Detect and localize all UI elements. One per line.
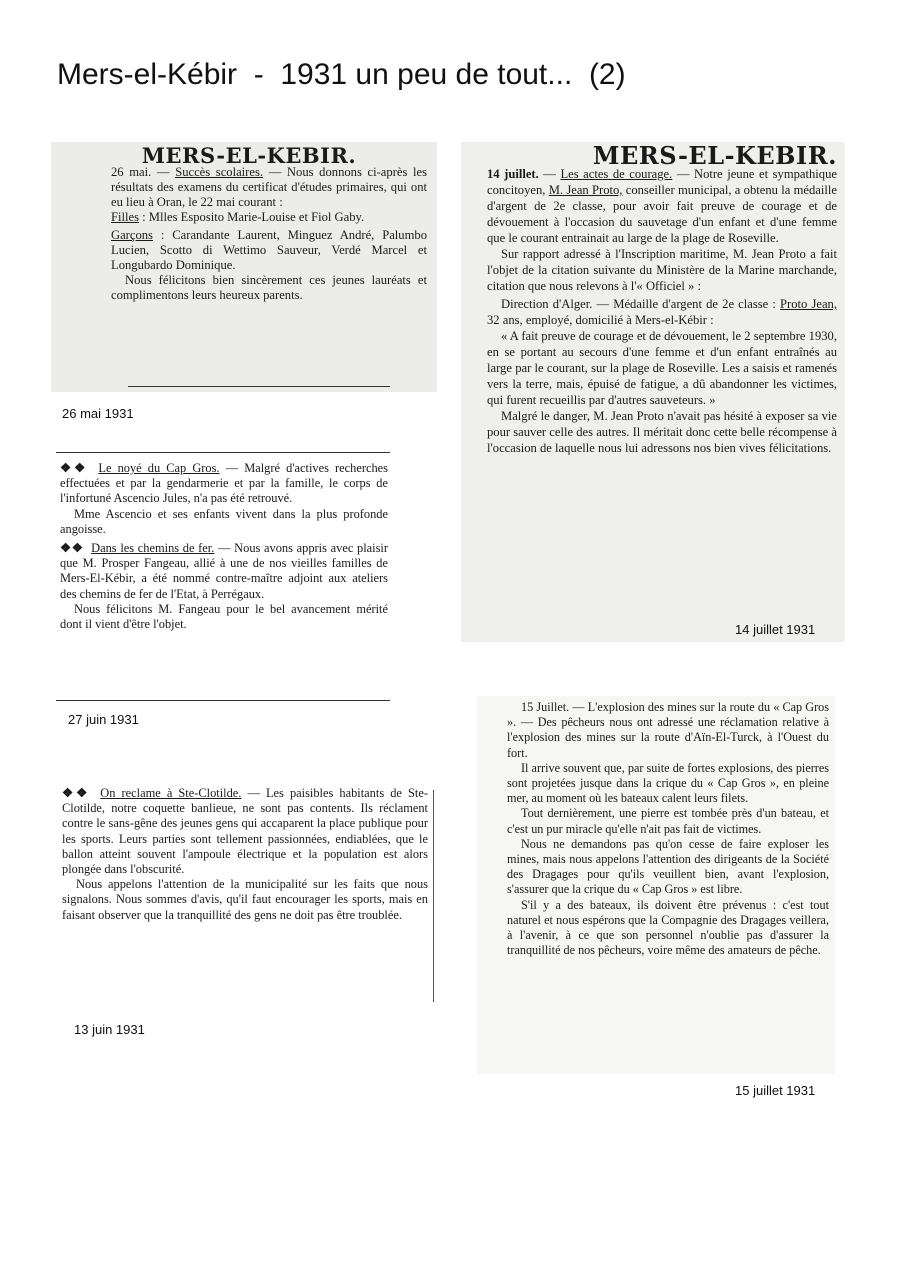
paragraph <box>60 602 388 632</box>
article-heading: Le noyé du Cap Gros. <box>98 461 220 475</box>
article-heading: Dans les chemins de fer. <box>91 541 215 556</box>
paragraph <box>507 837 829 898</box>
article-text: : Carandante Laurent, Minguez André, Palumbo Lucien, Scotto di Wettimo Sauveur, Verdé Marcel et Longubardo Dominique. <box>111 228 427 272</box>
ornament-icon: ❖❖ <box>62 786 91 800</box>
paragraph <box>62 786 428 877</box>
article-text: — Les paisibles habitants de Ste-Clotilde, notre coquette banlieue, ne sont pas contents. Ils réclament contre le sans-gêne des jeunes gens qui accaparent la place publique pour les sports. Leurs parties sont tellement passionnées, endiablées, que le ballon atteint souvent l'ampoule électrique et la population est alors plongée dans l'obscurité. <box>62 786 428 877</box>
paragraph <box>507 806 829 836</box>
clip-caption: 13 juin 1931 <box>74 1022 145 1037</box>
article-text: — Malgré d'actives recherches effectuées et par la gendarmerie et par la famille, le corps de l'infortuné Ascencio Jules, n'a pas été retrouvé. <box>60 461 388 506</box>
newspaper-clipping-may-26 <box>51 142 437 392</box>
paragraph <box>60 461 388 507</box>
masthead: MERS-EL-KEBIR. <box>141 143 357 168</box>
newspaper-clipping-june-27 <box>56 455 392 695</box>
paragraph <box>487 296 837 328</box>
paragraph <box>62 877 428 923</box>
article-text: : Mlles Esposito Marie-Louise et Fiol Gaby. <box>142 210 365 224</box>
article-heading: On reclame à Ste-Clotilde. <box>100 786 242 800</box>
article-text: Nous appelons l'attention de la municipalité sur les faits que nous signalons. Nous sommes d'avis, qu'il faut encourager les sports, mais en faisant observer que la tranquillité des gens ne doit pas être troublée. <box>62 877 428 922</box>
article-text: — Nous avons appris avec plaisir que M. Prosper Fangeau, allié à une de nos vieilles familles de Mers-El-Kébir, a été nommé contre-maître adjoint aux ateliers des chemins de fer de l'Etat, à Perrégaux. <box>60 541 388 601</box>
ornament-icon: ❖❖ <box>60 541 84 556</box>
article-text: 15 Juillet. — L'explosion des mines sur la route du « Cap Gros ». — Des pêcheurs nous ont adressé une réclamation relative à l'explosion des mines sur la route d'Aïn-El-Turck, à l'Ouest du fort. <box>507 700 829 760</box>
article-text: « A fait preuve de courage et de dévouement, le 2 septembre 1930, en se portant au secours d'une femme et d'un enfant entraînés au large par le courant, sur la plage de Roseville. Les a saisis et ramenés vers la terre, mais, épuisé de fatigue, a dû abandonner les victimes, qui furent recueillis par d'autres sauveteurs. » <box>487 329 837 407</box>
clip-caption: 14 juillet 1931 <box>735 622 816 637</box>
paragraph <box>60 507 388 537</box>
article-heading: Succès scolaires. <box>175 165 264 179</box>
article-text: conseiller municipal, a obtenu la médaille d'argent de 2e classe, pour avoir fait preuve de courage et de dévouement à l'occasion du sauvetage d'un enfant et d'une femme que le courant entrainait au large de la plage de Roseville. <box>487 183 837 245</box>
article-text: — Nous donnons ci-après les résultats des examens du certificat d'études primaires, qui ont eu lieu à Oran, le 22 mai courant : <box>111 165 428 209</box>
article-heading: Filles <box>111 210 139 224</box>
newspaper-clipping-june-13 <box>58 782 434 1012</box>
paragraph <box>111 210 427 225</box>
person-name: M. Jean Proto, <box>548 183 623 197</box>
paragraph <box>111 273 427 303</box>
article-text: Tout dernièrement, une pierre est tombée près d'un bateau, et c'est un pur miracle qu'elle n'ait pas fait de victimes. <box>507 806 829 836</box>
article-text: Sur rapport adressé à l'Inscription maritime, M. Jean Proto a fait l'objet de la citation suivante du Ministère de la Marine marchande, citation que nous relevons à l'« Officiel » : <box>487 247 837 293</box>
article-text: 32 ans, employé, domicilié à Mers-el-Kébir : <box>487 313 714 327</box>
masthead: MERS-EL-KEBIR. <box>592 142 837 170</box>
clip-caption: 26 mai 1931 <box>62 406 134 421</box>
article-text: S'il y a des bateaux, ils doivent être prévenus : c'est tout naturel et nous espérons que la Compagnie des Dragages veillera, à l'avenir, à ce que son personnel n'oublie pas d'assurer la tranquillité de nos pêcheurs, voire même des amateurs de pêche. <box>507 897 829 958</box>
article-text: Nous félicitons M. Fangeau pour le bel avancement mérité dont il vient d'être l'objet. <box>60 601 388 632</box>
article-text: Malgré le danger, M. Jean Proto n'avait pas hésité à exposer sa vie pour sauver celle des autres. Il méritait donc cette belle récompense à l'occasion de laquelle nous lui adressons nos bien vives félicitations. <box>487 409 837 455</box>
article-heading: Les actes de courage. <box>560 167 673 181</box>
paragraph <box>507 898 829 959</box>
paragraph <box>60 541 388 602</box>
ornament-icon: ❖❖ <box>60 461 89 475</box>
clip-caption: 27 juin 1931 <box>68 712 139 727</box>
clip-caption: 15 juillet 1931 <box>735 1083 816 1098</box>
article-text: Nous ne demandons pas qu'on cesse de faire exploser les mines, mais nous appelons l'attention des dirigeants de la Société des Dragages pour qu'ils veuillent bien, avant l'explosion, s'assurer que la crique du « Cap Gros » est libre. <box>507 836 829 897</box>
article-date: 14 juillet. <box>487 167 539 181</box>
paragraph <box>487 408 837 456</box>
divider <box>56 700 390 701</box>
page-title: Mers-el-Kébir - 1931 un peu de tout... (2) <box>57 58 626 91</box>
article-text: — Notre jeune et sympathique concitoyen, <box>487 167 837 197</box>
article-date: 26 mai. <box>111 165 152 179</box>
paragraph <box>487 246 837 294</box>
article-heading: Garçons <box>111 228 153 242</box>
paragraph <box>487 328 837 408</box>
article-text: Il arrive souvent que, par suite de fortes explosions, des pierres sont projetées jusque dans la crique du « Cap Gros », en pleine mer, au moment où les bateaux calent leurs filets. <box>507 760 829 806</box>
paragraph <box>507 700 829 761</box>
paragraph <box>111 228 427 273</box>
paragraph: 26 mai. — Succès scolaires. — Nous donnons ci-après les résultats des examens du certificat d'études primaires, qui ont eu lieu à Oran, le 22 mai courant : <box>111 165 428 209</box>
newspaper-clipping-july-15 <box>477 696 835 1074</box>
article-text: Nous félicitons bien sincèrement ces jeunes lauréats et complimentons leurs heureux parents. <box>111 273 427 302</box>
clip-border <box>433 790 434 1002</box>
divider <box>128 386 390 387</box>
newspaper-clipping-july-14 <box>461 142 845 642</box>
paragraph <box>507 761 829 807</box>
paragraph: 14 juillet. — Les actes de courage. — Notre jeune et sympathique concitoyen, M. Jean Proto, conseiller municipal, a obtenu la médaille d'argent de 2e classe, pour avoir fait preuve de courage et de dévouement à l'occasion du sauvetage d'un enfant et d'une femme que le courant entrainait au large de la plage de Roseville. <box>487 167 837 245</box>
article-text: Mme Ascencio et ses enfants vivent dans la plus profonde angoisse. <box>60 506 388 536</box>
article-text: Direction d'Alger. — Médaille d'argent de 2e classe : <box>501 297 776 311</box>
divider <box>56 452 390 453</box>
person-name: Proto Jean, <box>780 297 837 311</box>
